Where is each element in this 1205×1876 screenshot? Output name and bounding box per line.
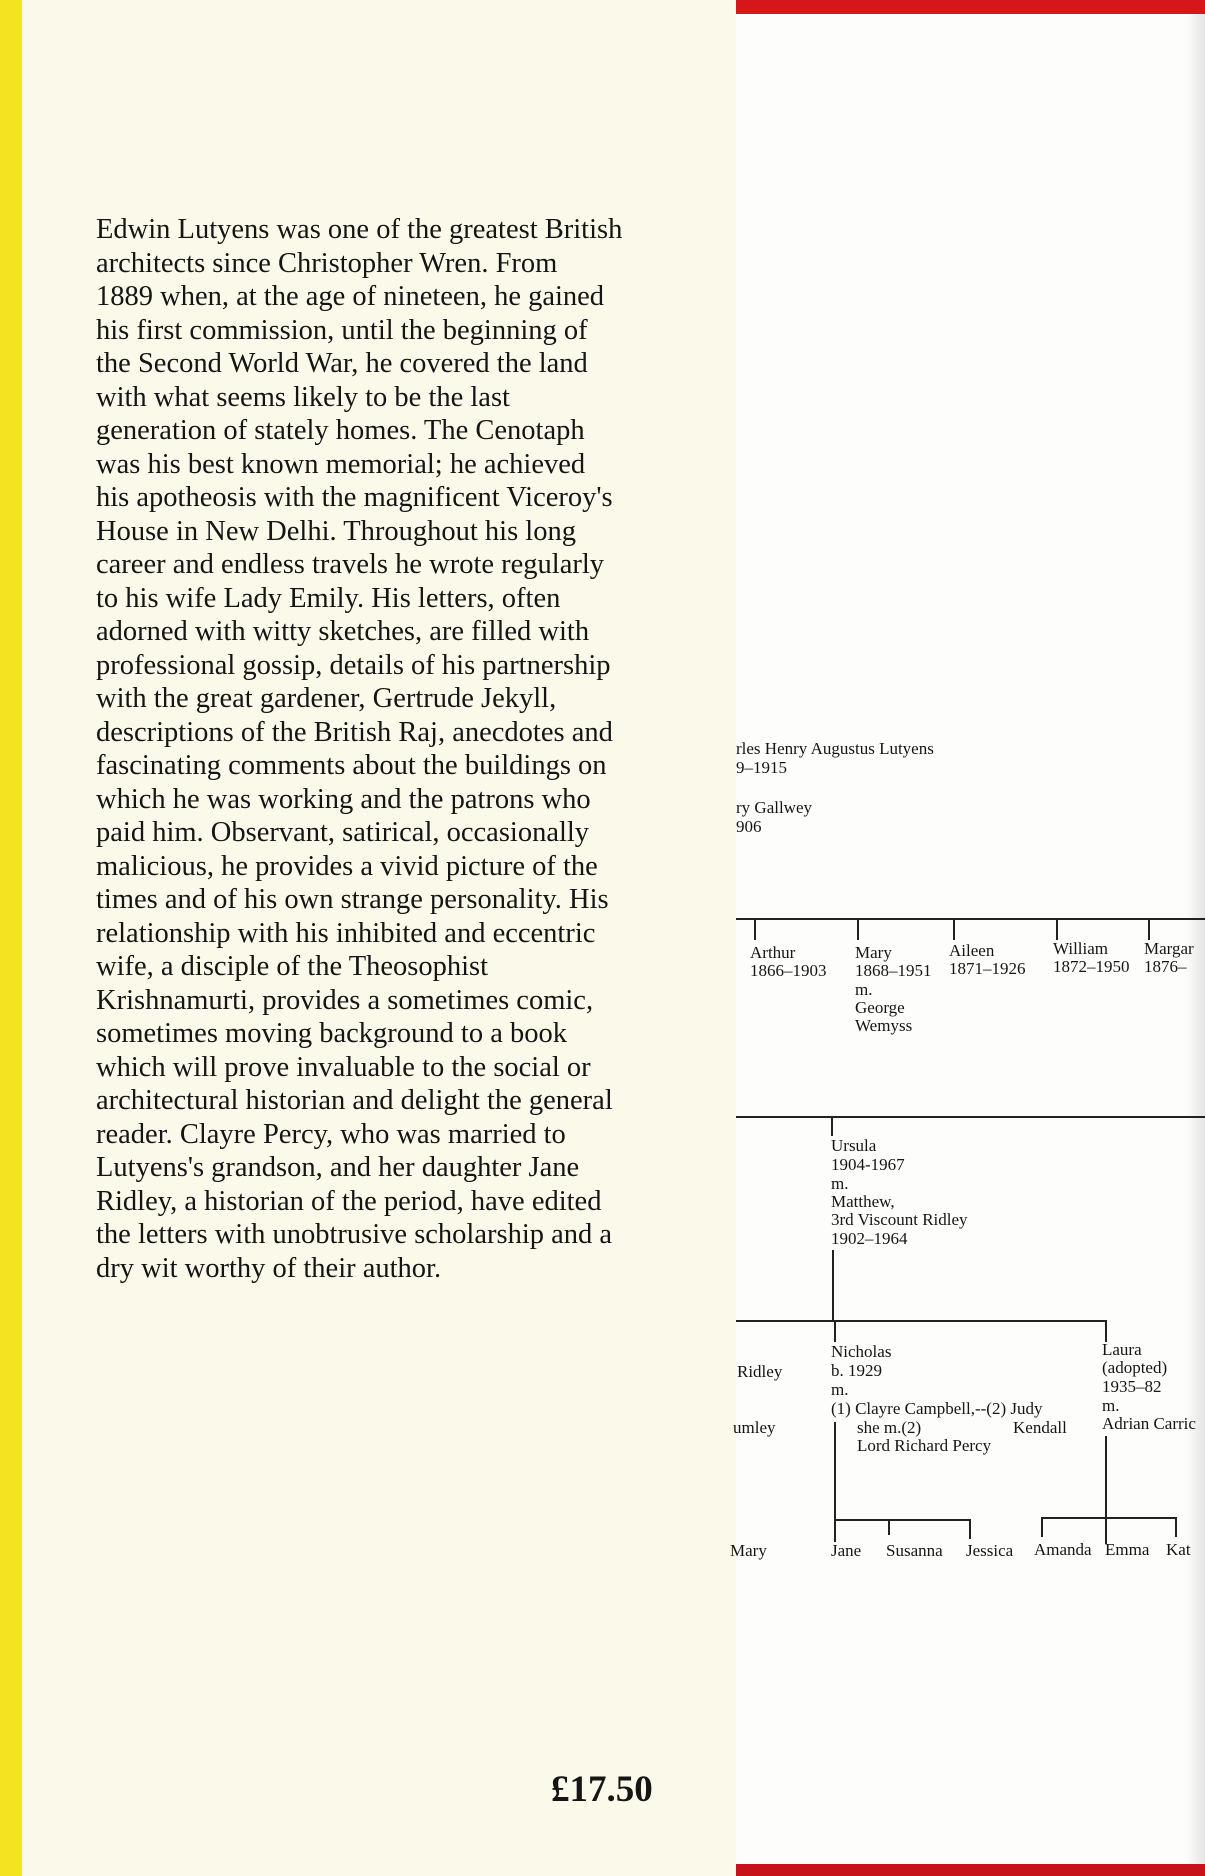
red-bottom-band bbox=[736, 1864, 1205, 1876]
nicholas-line: Nicholas bbox=[831, 1342, 892, 1361]
grandchild-name: Susanna bbox=[886, 1541, 943, 1560]
blurb-line: which he was working and the patrons who bbox=[96, 783, 591, 815]
tree-line bbox=[857, 918, 859, 940]
ursula-line: 1902–1964 bbox=[831, 1229, 908, 1248]
tree-line bbox=[1105, 1320, 1107, 1342]
father-dates: 9–1915 bbox=[736, 758, 787, 777]
child-dates: 1876– bbox=[1144, 957, 1187, 976]
grandchild-name: Kat bbox=[1166, 1540, 1191, 1559]
nicholas-line: m. bbox=[831, 1380, 849, 1399]
nicholas-line: Lord Richard Percy bbox=[857, 1436, 992, 1455]
blurb-line: times and of his own strange personality. His bbox=[96, 884, 609, 915]
nicholas-line: (1) Clayre Campbell,--(2) Judy bbox=[831, 1399, 1043, 1418]
marriage-label: m. bbox=[855, 980, 873, 999]
child-dates: 1872–1950 bbox=[1053, 957, 1130, 976]
tree-line bbox=[1056, 918, 1058, 940]
tree-line bbox=[1175, 1517, 1177, 1537]
blurb-line: to his wife Lady Emily. His letters, often bbox=[96, 582, 561, 614]
blurb-text bbox=[96, 213, 622, 1285]
laura-line: m. bbox=[1102, 1396, 1120, 1415]
laura-line: (adopted) bbox=[1102, 1358, 1168, 1377]
tree-line bbox=[1105, 1436, 1107, 1544]
nicholas-line: b. 1929 bbox=[831, 1361, 882, 1380]
price: £17.50 bbox=[551, 1769, 653, 1810]
tree-line bbox=[969, 1519, 971, 1539]
blurb-line: the Second World War, he covered the land bbox=[96, 348, 588, 379]
blurb-line: reader. Clayre Percy, who was married to bbox=[96, 1118, 566, 1150]
blurb-line: Lutyens's grandson, and her daughter Jane bbox=[96, 1152, 580, 1183]
family-tree bbox=[730, 0, 1205, 1864]
tree-line bbox=[736, 1320, 1105, 1322]
nicholas-line: she m.(2) bbox=[857, 1418, 922, 1437]
tree-line bbox=[834, 1422, 836, 1542]
ursula-line: Ursula bbox=[831, 1136, 877, 1155]
partial-name: umley bbox=[733, 1418, 776, 1437]
blurb-line: Ridley, a historian of the period, have edited bbox=[96, 1185, 602, 1217]
blurb-line: House in New Delhi. Throughout his long bbox=[96, 515, 576, 547]
tree-line bbox=[834, 1320, 836, 1342]
blurb-line: architects since Christopher Wren. From bbox=[96, 247, 558, 279]
child-name: William bbox=[1053, 939, 1109, 958]
blurb-line: fascinating comments about the buildings on bbox=[96, 750, 607, 781]
tree-line bbox=[1148, 918, 1150, 940]
grandchild-name: Amanda bbox=[1034, 1540, 1092, 1559]
blurb-line: adorned with witty sketches, are filled with bbox=[96, 616, 590, 647]
blurb-line: relationship with his inhibited and eccentric bbox=[96, 917, 596, 949]
blurb-line: sometimes moving background to a book bbox=[96, 1018, 567, 1049]
blurb-line: Krishnamurti, provides a sometimes comic, bbox=[96, 984, 594, 1016]
tree-line bbox=[736, 918, 1205, 920]
mother-name: ry Gallwey bbox=[736, 798, 813, 817]
blurb-line: his apotheosis with the magnificent Viceroy's bbox=[96, 482, 613, 513]
partial-name: Mary bbox=[730, 1541, 767, 1560]
tree-line bbox=[1041, 1517, 1043, 1537]
child-name: Margar bbox=[1144, 939, 1194, 958]
blurb-line: wife, a disciple of the Theosophist bbox=[96, 951, 489, 982]
ursula-line: 3rd Viscount Ridley bbox=[831, 1210, 968, 1229]
spouse-name: Wemyss bbox=[855, 1016, 913, 1035]
laura-line: 1935–82 bbox=[1102, 1377, 1162, 1396]
blurb-line: paid him. Observant, satirical, occasionally bbox=[96, 817, 590, 848]
partial-name: Ridley bbox=[737, 1362, 783, 1381]
blurb-line: 1889 when, at the age of nineteen, he gained bbox=[96, 281, 605, 312]
blurb-line: malicious, he provides a vivid picture of the bbox=[96, 850, 598, 882]
father-name: rles Henry Augustus Lutyens bbox=[736, 739, 934, 758]
grandchild-name: Jessica bbox=[966, 1541, 1014, 1560]
blurb-line: was his best known memorial; he achieved bbox=[96, 448, 586, 480]
laura-line: Adrian Carric bbox=[1102, 1414, 1196, 1433]
mother-dates: 906 bbox=[736, 817, 762, 836]
spine-yellow-strip bbox=[0, 0, 22, 1876]
tree-line bbox=[831, 1116, 833, 1136]
child-name: Aileen bbox=[949, 941, 995, 960]
blurb-line: his first commission, until the beginning of bbox=[96, 314, 588, 346]
blurb-line: dry wit worthy of their author. bbox=[96, 1252, 442, 1284]
blurb-line: generation of stately homes. The Cenotaph bbox=[96, 415, 585, 446]
tree-line bbox=[953, 918, 955, 940]
child-name: Mary bbox=[855, 943, 892, 962]
grandchild-name: Emma bbox=[1105, 1540, 1150, 1559]
tree-line bbox=[736, 1116, 1205, 1118]
blurb-line: with what seems likely to be the last bbox=[96, 381, 510, 413]
ursula-line: 1904-1967 bbox=[831, 1155, 905, 1174]
child-dates: 1866–1903 bbox=[750, 961, 827, 980]
tree-line bbox=[832, 1250, 834, 1320]
blurb-line: career and endless travels he wrote regularly bbox=[96, 549, 605, 580]
grandchild-name: Jane bbox=[831, 1541, 862, 1560]
child-dates: 1871–1926 bbox=[949, 959, 1026, 978]
ursula-line: Matthew, bbox=[831, 1192, 895, 1211]
blurb-line: professional gossip, details of his partnership bbox=[96, 649, 611, 681]
blurb-line: the letters with unobtrusive scholarship and a bbox=[96, 1219, 613, 1250]
spouse-name: George bbox=[855, 998, 905, 1017]
laura-line: Laura bbox=[1102, 1340, 1142, 1359]
tree-line bbox=[754, 918, 756, 940]
blurb-line: descriptions of the British Raj, anecdotes and bbox=[96, 716, 613, 748]
child-name: Arthur bbox=[750, 943, 796, 962]
blurb-line: Edwin Lutyens was one of the greatest British bbox=[96, 214, 623, 245]
tree-line bbox=[888, 1519, 890, 1535]
tree-line bbox=[834, 1519, 970, 1521]
blurb-line: architectural historian and delight the general bbox=[96, 1085, 613, 1116]
tree-line bbox=[1041, 1517, 1176, 1519]
nicholas-line: Kendall bbox=[1013, 1418, 1067, 1437]
blurb-line: with the great gardener, Gertrude Jekyll, bbox=[96, 683, 557, 714]
child-dates: 1868–1951 bbox=[855, 961, 932, 980]
blurb-line: which will prove invaluable to the social or bbox=[96, 1051, 591, 1083]
ursula-line: m. bbox=[831, 1174, 849, 1193]
